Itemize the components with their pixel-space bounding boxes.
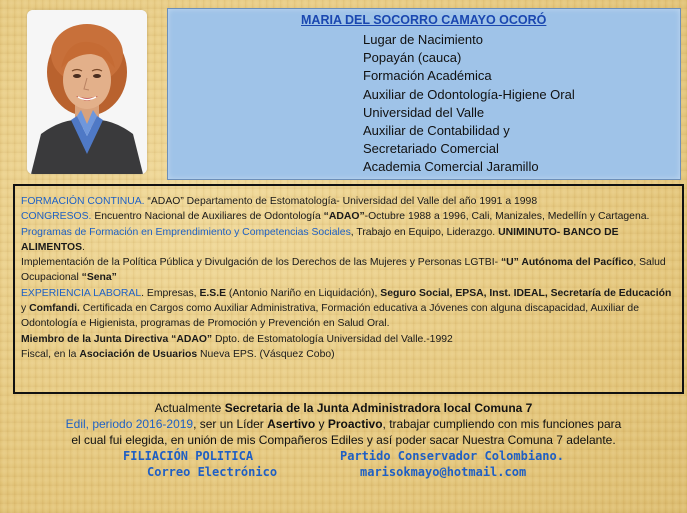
statement-text: y	[315, 417, 328, 431]
section-text: Certificada en Cargos como Auxiliar Administrativa, Formación educativa a Jóvenes con alguna discapacidad, Auxiliar de Odontología e Higienista, programas de Promoción y Prevención en Salud Oral.	[21, 303, 639, 330]
bio-line: Secretariado Comercial	[363, 141, 499, 157]
statement-text: , trabajar cumpliendo con mis funciones para	[382, 417, 622, 431]
person-name[interactable]: MARIA DEL SOCORRO CAMAYO OCORÓ	[301, 13, 547, 27]
bio-line: Universidad del Valle	[363, 104, 485, 120]
bio-line: Auxiliar de Contabilidad y	[363, 122, 510, 138]
congresses	[21, 209, 676, 224]
section-bold: UNIMINUTO- BANCO DE ALIMENTOS	[21, 226, 619, 253]
training-programs	[21, 225, 676, 256]
cv-section	[13, 184, 684, 394]
commitment-line: el cual fui elegida, en unión de mis Compañeros Ediles y así poder sacar Nuestra Comuna 7 adelante.	[71, 433, 616, 447]
section-text: .	[82, 241, 85, 253]
fiscal-role	[21, 347, 676, 362]
section-text: Implementación de la Política Pública y Divulgación de los Derechos de las Mujeres y Personas LGTBI-	[21, 257, 501, 269]
section-text: Nueva EPS. (Vásquez Cobo)	[197, 348, 335, 360]
section-bold: Miembro de la Junta Directiva	[21, 333, 172, 345]
bio-line: Formación Académica	[363, 68, 492, 84]
statement-bold: Proactivo	[327, 417, 383, 431]
section-bold: Asociación de Usuarios	[79, 348, 198, 360]
section-label: FORMACIÓN CONTINUA.	[21, 196, 145, 207]
current-role-statement	[0, 400, 687, 480]
section-label: Programas de Formación en Emprendimiento y Competencias Sociales	[21, 226, 351, 238]
section-bold: E.S.E	[199, 287, 227, 299]
section-text: Encuentro Nacional de Auxiliares de Odontología	[91, 211, 324, 223]
section-text: , Salud Ocupacional	[21, 257, 666, 284]
current-position	[0, 400, 687, 416]
board-membership	[21, 332, 676, 347]
section-text: y	[21, 303, 30, 315]
section-bold: “ADAO”	[171, 333, 213, 345]
bio-line: Popayán (cauca)	[363, 50, 462, 66]
continuing-education	[21, 194, 676, 209]
affiliation-label: FILIACIÓN POLITICA	[123, 449, 254, 463]
bio-line: Lugar de Nacimiento	[363, 32, 483, 47]
bio-details	[363, 31, 575, 177]
section-text: . Empresas,	[141, 287, 200, 299]
section-bold: “ADAO”	[323, 211, 365, 223]
statement-text: Actualmente	[154, 401, 225, 415]
profile-photo	[27, 10, 147, 174]
section-text: (Antonio Nariño en Liquidación),	[226, 287, 381, 299]
public-policy	[21, 255, 676, 286]
bio-line: Auxiliar de Odontología-Higiene Oral	[363, 86, 575, 102]
section-label: CONGRESOS.	[21, 211, 92, 223]
section-text: -Octubre 1988 a 1996, Cali, Manizales, Medellín y Cartagena.	[364, 211, 650, 223]
section-bold: Seguro Social, EPSA, Inst. IDEAL, Secretaría de Educación	[380, 287, 672, 299]
section-text: Dpto. de Estomatología Universidad del Valle.-1992	[212, 333, 453, 345]
edil-line	[0, 416, 687, 432]
statement-bold: Secretaria de la Junta Administradora local Comuna 7	[224, 401, 533, 415]
section-text: Fiscal, en la	[21, 348, 80, 360]
section-label: EXPERIENCIA LABORAL	[21, 287, 142, 299]
bio-box	[167, 8, 681, 180]
work-experience	[21, 286, 676, 332]
bio-line: Academia Comercial Jaramillo	[363, 159, 539, 175]
edil-period: Edil, periodo 2016-2019	[65, 417, 194, 431]
statement-bold: Asertivo	[267, 417, 316, 431]
email-label: Correo Electrónico	[147, 465, 278, 479]
email-link[interactable]: marisokmayo@hotmail.com	[360, 465, 527, 479]
section-bold: “Sena”	[81, 272, 117, 284]
section-text: “ADAO” Departamento de Estomatología- Universidad del Valle del año 1991 a 1998	[144, 196, 538, 207]
affiliation-value: Partido Conservador Colombiano.	[340, 449, 564, 463]
section-bold: “U” Autónoma del Pacífico	[500, 257, 634, 269]
statement-text: , ser un Líder	[193, 417, 268, 431]
affiliation-row	[0, 448, 687, 464]
portrait-image	[27, 10, 147, 174]
section-text: , Trabajo en Equipo, Liderazgo.	[350, 226, 499, 238]
email-row	[0, 464, 687, 480]
section-bold: Comfandi.	[29, 303, 80, 315]
